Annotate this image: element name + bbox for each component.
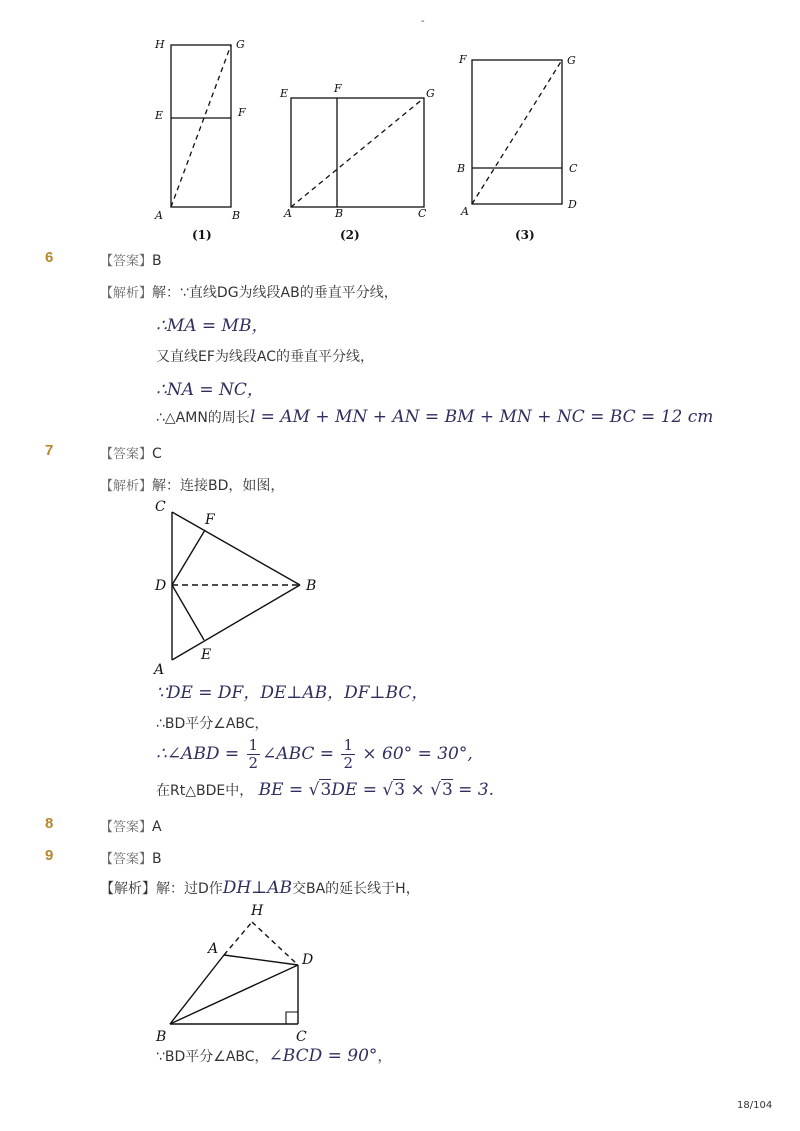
q7-step5-a: BE = <box>258 780 304 800</box>
q7-sqrt-1-radicand: 3 <box>320 780 332 800</box>
q7-step5-d: = 3. <box>458 780 495 800</box>
q9-step2-math: ∠BCD = 90° <box>268 1046 378 1066</box>
fig2-label-C: C <box>418 207 427 220</box>
q9-answer-tag: 【答案】 <box>100 852 153 867</box>
q6-step2: ∴MA = MB， <box>156 316 269 336</box>
q6-analysis-line1 <box>100 282 398 302</box>
fig3-label-B: B <box>457 162 466 175</box>
q9-step2-suffix: ， <box>377 1049 392 1065</box>
q6-answer-tag: 【答案】 <box>100 254 153 269</box>
q9-step1-math: DH⊥AB <box>222 878 292 898</box>
q9-step2 <box>156 1046 391 1066</box>
q6-answer-line <box>100 250 162 269</box>
fig1-caption: (1) <box>192 228 212 242</box>
q9-step1-suffix: 交BA的延长线于H， <box>292 881 420 897</box>
q6-answer: B <box>152 253 162 269</box>
fig2-label-G: G <box>426 87 435 100</box>
q9-number: 9 <box>45 847 54 864</box>
q7-triangle-figure <box>150 495 330 680</box>
fig1-label-A: A <box>155 209 163 222</box>
q9-label-H: H <box>251 903 264 919</box>
q6-step5-prefix: ∴△AMN的周长 <box>156 410 250 426</box>
q6-step4: ∴NA = NC， <box>156 380 264 400</box>
q9-answer-line <box>100 848 162 867</box>
top-mark: - <box>421 16 425 27</box>
q7-label-F: F <box>205 512 215 528</box>
fig2-label-F: F <box>334 82 342 95</box>
fig1-label-E: E <box>155 109 164 122</box>
q9-label-B: B <box>156 1029 167 1045</box>
fig1-label-G: G <box>236 38 245 51</box>
rectangle-figures <box>140 30 600 245</box>
q7-fraction-2-num: 1 <box>343 736 353 754</box>
q7-step4 <box>156 737 473 772</box>
q7-fraction-2 <box>341 737 355 772</box>
fig3-label-G: G <box>567 54 576 67</box>
q9-answer: B <box>152 851 162 867</box>
q7-step5-c: × <box>410 780 425 800</box>
q7-sqrt-2: √3 <box>382 780 406 800</box>
q7-fraction-2-den: 2 <box>343 754 353 772</box>
q7-label-A: A <box>154 662 165 678</box>
fig2-label-E: E <box>280 87 289 100</box>
q8-number: 8 <box>45 815 54 832</box>
q7-label-C: C <box>155 499 166 515</box>
q7-fraction-1-den: 2 <box>248 754 259 772</box>
q6-step3: 又直线EF为线段AC的垂直平分线， <box>156 349 375 365</box>
q7-step1: 解：连接BD，如图， <box>152 478 285 494</box>
q6-step5-math: l = AM + MN + AN = BM + MN + NC = BC = 12 cm <box>249 407 714 427</box>
fig3-caption: (3) <box>515 228 535 242</box>
q9-analysis-line1 <box>100 878 420 898</box>
q8-answer-tag: 【答案】 <box>100 820 153 835</box>
q7-sqrt-3-radicand: 3 <box>441 780 453 800</box>
q7-analysis-line1 <box>100 475 284 495</box>
q7-step2: ∵DE = DF，DE⊥AB，DF⊥BC， <box>156 683 429 703</box>
q7-analysis-tag: 【解析】 <box>100 479 153 494</box>
q6-step5 <box>156 407 713 427</box>
q7-step5 <box>156 780 494 800</box>
q6-step1: 解：∵直线DG为线段AB的垂直平分线， <box>152 285 398 301</box>
q7-answer-tag: 【答案】 <box>100 447 153 462</box>
q9-quadrilateral-figure <box>150 898 330 1046</box>
q7-step4-b: ∠ABC = <box>262 744 335 764</box>
q7-step4-a: ∴∠ABD = <box>156 744 240 764</box>
fig3-label-C: C <box>569 162 578 175</box>
fig3-label-A: A <box>461 205 469 218</box>
q7-label-D: D <box>155 578 167 594</box>
q7-fraction-1-num: 1 <box>248 736 259 754</box>
fig2-diagonal-AG <box>291 98 424 207</box>
q7-step5-prefix: 在Rt△BDE中， <box>156 783 254 799</box>
q7-answer: C <box>152 446 162 462</box>
q7-sqrt-1: √3 <box>308 780 332 800</box>
q7-sqrt-2-radicand: 3 <box>394 780 406 800</box>
q9-label-C: C <box>296 1029 307 1045</box>
q7-answer-line <box>100 443 162 462</box>
q6-number: 6 <box>45 249 54 266</box>
q7-number: 7 <box>45 442 54 459</box>
q7-step4-c: × 60° = 30°, <box>362 744 473 764</box>
q8-answer-line <box>100 816 162 835</box>
fig1-diagonal-AG <box>171 45 231 207</box>
fig2-label-A: A <box>284 207 292 220</box>
q9-step2-prefix: ∵BD平分∠ABC， <box>156 1049 269 1065</box>
fig3-label-F: F <box>459 53 467 66</box>
q9-step1-prefix: 解：过D作 <box>156 881 223 897</box>
q7-label-E: E <box>201 647 212 663</box>
fig1-label-F: F <box>238 106 246 119</box>
q6-analysis-tag: 【解析】 <box>100 286 153 301</box>
q7-fraction-1 <box>247 737 261 772</box>
q7-step3: ∴BD平分∠ABC， <box>156 716 269 732</box>
fig2-label-B: B <box>335 207 344 220</box>
page-number: 18/104 <box>737 1100 773 1111</box>
q7-label-B: B <box>306 578 317 594</box>
fig3-label-D: D <box>568 198 577 211</box>
fig1-label-H: H <box>155 38 165 51</box>
fig2-caption: (2) <box>340 228 360 242</box>
q9-analysis-tag: 【解析】 <box>100 881 156 897</box>
q7-sqrt-3: √3 <box>430 780 453 800</box>
q9-label-A: A <box>208 941 219 957</box>
q7-step5-b: DE = <box>331 780 377 800</box>
fig1-label-B: B <box>232 209 241 222</box>
fig3-diagonal-AG <box>472 60 562 204</box>
q9-label-D: D <box>302 952 314 968</box>
q8-answer: A <box>152 819 162 835</box>
